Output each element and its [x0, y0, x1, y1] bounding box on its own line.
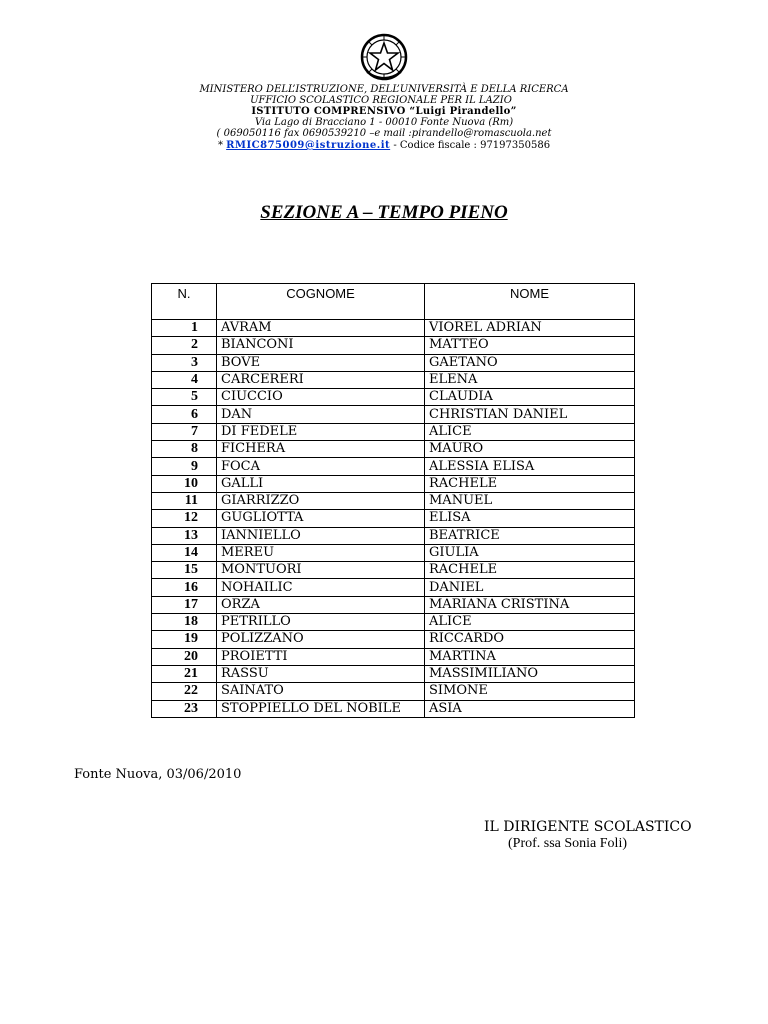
table-row [152, 614, 635, 631]
italian-republic-emblem-icon [359, 32, 409, 82]
table-row [152, 371, 635, 388]
table-row [152, 458, 635, 475]
row-name: ALICE [425, 423, 635, 440]
row-surname: ORZA [217, 596, 425, 613]
row-name: VIOREL ADRIAN [425, 320, 635, 337]
row-surname: DI FEDELE [217, 423, 425, 440]
contact-line: ( 069050116 fax 0690539210 –e mail :pirandello@romascuola.net [216, 128, 552, 139]
row-number: 3 [152, 354, 217, 371]
header-number: N. [152, 284, 217, 320]
table-row [152, 475, 635, 492]
table-row [152, 337, 635, 354]
table-row [152, 562, 635, 579]
table-header-row [152, 284, 635, 320]
row-surname: DAN [217, 406, 425, 423]
table-row [152, 492, 635, 509]
row-number: 23 [152, 700, 217, 717]
row-surname: NOHAILIC [217, 579, 425, 596]
row-name: RICCARDO [425, 631, 635, 648]
row-number: 18 [152, 614, 217, 631]
row-number: 22 [152, 683, 217, 700]
row-name: MATTEO [425, 337, 635, 354]
table-row [152, 631, 635, 648]
row-number: 20 [152, 648, 217, 665]
regional-office-line: UFFICIO SCOLASTICO REGIONALE PER IL LAZIO [250, 95, 512, 106]
row-name: BEATRICE [425, 527, 635, 544]
signature-name: (Prof. ssa Sonia Foli) [508, 836, 627, 851]
student-table [151, 283, 635, 718]
table-row [152, 579, 635, 596]
row-surname: GIARRIZZO [217, 492, 425, 509]
row-number: 21 [152, 665, 217, 682]
row-surname: PETRILLO [217, 614, 425, 631]
row-surname: FICHERA [217, 441, 425, 458]
table-row [152, 510, 635, 527]
address-line: Via Lago di Bracciano 1 - 00010 Fonte Nuova (Rm) [254, 117, 514, 128]
row-surname: POLIZZANO [217, 631, 425, 648]
row-number: 1 [152, 320, 217, 337]
row-surname: STOPPIELLO DEL NOBILE [217, 700, 425, 717]
row-surname: BOVE [217, 354, 425, 371]
row-name: MASSIMILIANO [425, 665, 635, 682]
row-surname: IANNIELLO [217, 527, 425, 544]
table-row [152, 389, 635, 406]
row-number: 10 [152, 475, 217, 492]
row-number: 2 [152, 337, 217, 354]
row-number: 6 [152, 406, 217, 423]
table-row [152, 648, 635, 665]
email-link[interactable]: RMIC875009@istruzione.it [226, 140, 391, 151]
row-name: ELENA [425, 371, 635, 388]
table-row [152, 700, 635, 717]
row-name: MARIANA CRISTINA [425, 596, 635, 613]
table-row [152, 423, 635, 440]
ministry-line: MINISTERO DELL’ISTRUZIONE, DELL’UNIVERSITÀ E DELLA RICERCA [199, 84, 569, 95]
row-name: MARTINA [425, 648, 635, 665]
row-number: 9 [152, 458, 217, 475]
table-row [152, 441, 635, 458]
table-row [152, 527, 635, 544]
row-number: 15 [152, 562, 217, 579]
row-surname: MONTUORI [217, 562, 425, 579]
row-name: ALESSIA ELISA [425, 458, 635, 475]
row-number: 5 [152, 389, 217, 406]
signature-title: IL DIRIGENTE SCOLASTICO [484, 819, 692, 835]
row-name: GAETANO [425, 354, 635, 371]
row-name: MANUEL [425, 492, 635, 509]
fiscal-code: - Codice fiscale : 97197350586 [393, 140, 551, 151]
row-surname: BIANCONI [217, 337, 425, 354]
row-name: RACHELE [425, 475, 635, 492]
bullet-mark: * [217, 140, 223, 151]
row-number: 19 [152, 631, 217, 648]
row-number: 13 [152, 527, 217, 544]
school-name-line: ISTITUTO COMPRENSIVO “Luigi Pirandello” [251, 106, 517, 117]
row-number: 11 [152, 492, 217, 509]
row-name: CHRISTIAN DANIEL [425, 406, 635, 423]
header-name: NOME [425, 284, 635, 320]
row-surname: RASSU [217, 665, 425, 682]
page-title: SEZIONE A – TEMPO PIENO [260, 202, 508, 223]
row-name: ASIA [425, 700, 635, 717]
table-row [152, 665, 635, 682]
row-name: RACHELE [425, 562, 635, 579]
row-name: MAURO [425, 441, 635, 458]
row-surname: GUGLIOTTA [217, 510, 425, 527]
row-name: GIULIA [425, 544, 635, 561]
place-date: Fonte Nuova, 03/06/2010 [74, 767, 242, 782]
row-name: ALICE [425, 614, 635, 631]
table-row [152, 406, 635, 423]
row-number: 12 [152, 510, 217, 527]
row-surname: CIUCCIO [217, 389, 425, 406]
table-row [152, 683, 635, 700]
row-name: ELISA [425, 510, 635, 527]
row-surname: SAINATO [217, 683, 425, 700]
email-fiscal-line [0, 140, 768, 151]
header-surname: COGNOME [217, 284, 425, 320]
row-name: SIMONE [425, 683, 635, 700]
row-number: 8 [152, 441, 217, 458]
table-row [152, 354, 635, 371]
row-name: DANIEL [425, 579, 635, 596]
row-number: 7 [152, 423, 217, 440]
row-surname: GALLI [217, 475, 425, 492]
table-row [152, 596, 635, 613]
row-surname: MEREU [217, 544, 425, 561]
row-number: 4 [152, 371, 217, 388]
row-surname: AVRAM [217, 320, 425, 337]
row-name: CLAUDIA [425, 389, 635, 406]
row-number: 14 [152, 544, 217, 561]
table-row [152, 320, 635, 337]
row-surname: PROIETTI [217, 648, 425, 665]
row-number: 17 [152, 596, 217, 613]
row-surname: FOCA [217, 458, 425, 475]
table-row [152, 544, 635, 561]
row-number: 16 [152, 579, 217, 596]
row-surname: CARCERERI [217, 371, 425, 388]
